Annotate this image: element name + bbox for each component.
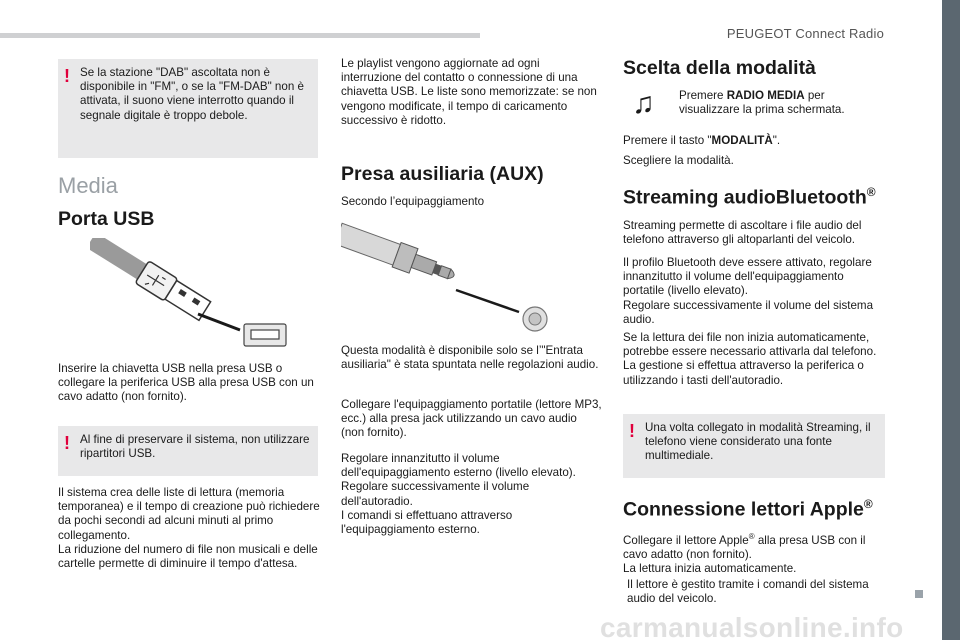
aux-equipment-note: Secondo l’equipaggiamento — [341, 195, 485, 208]
notice-usb-text: Al fine di preservare il sistema, non utilizzare ripartitori USB. — [80, 433, 310, 461]
jack-plug-illustration — [341, 218, 556, 333]
page-marker — [915, 590, 923, 598]
exclamation-icon: ! — [64, 433, 70, 453]
notice-dab-text: Se la stazione "DAB" ascoltata non è disponibile in "FM", o se la "FM-DAB" non è attivata, il suono viene interrotto quando il segnale digitale è troppo debole. — [80, 66, 304, 122]
page-header-title: PEUGEOT Connect Radio — [726, 26, 884, 41]
playlist-update-text: Le playlist vengono aggiornate ad ogni interruzione del contatto o connessione di una chiavetta USB. Le liste sono memorizzate: se non vengono modificate, il tempo di caricamento successivo è ridotto. — [341, 57, 597, 127]
usb-plug-illustration — [90, 238, 290, 348]
heading-aux: Presa ausiliaria (AUX) — [341, 163, 544, 185]
heading-apple-players: Connessione lettori Apple® — [623, 497, 873, 521]
apple-connect-text: Collegare il lettore Apple® alla presa USB con il cavo adatto (non fornito). La lettura inizia automaticamente. — [623, 532, 866, 576]
music-note-icon: ♫ — [632, 87, 655, 120]
heading-usb-port: Porta USB — [58, 208, 155, 230]
section-title-media: Media — [58, 173, 118, 198]
aux-volume-text: Regolare innanzitutto il volume dell'equipaggiamento esterno (livello elevato). Regolare successivamente il volume dell'autoradio. I comandi si effettuano attraverso l'equipaggiamento esterno. — [341, 452, 576, 537]
exclamation-icon: ! — [64, 66, 70, 86]
watermark: carmanualsonline.info — [600, 612, 904, 643]
apple-control-text: Il lettore è gestito tramite i comandi del sistema audio del veicolo. — [627, 578, 869, 606]
notice-usb — [58, 426, 318, 476]
right-sidebar-strip — [942, 0, 960, 640]
notice-bluetooth — [623, 414, 885, 478]
playlist-creation-text: Il sistema crea delle liste di lettura (memoria temporanea) e il tempo di creazione può richiedere da pochi secondi ad alcuni minuti al primo collegamento. La riduzione del numero di file non musicali e delle cartelle permette di diminuire il tempo d'attesa. — [58, 486, 320, 571]
heading-mode-selection: Scelta della modalità — [623, 57, 816, 79]
top-rule — [0, 33, 480, 38]
bt-streaming-text: Streaming permette di ascoltare i file audio del telefono attraverso gli altoparlanti del veicolo. — [623, 219, 862, 247]
mode-key-text: Premere il tasto "MODALITÀ". — [623, 134, 781, 147]
aux-connect-text: Collegare l'equipaggiamento portatile (lettore MP3, ecc.) alla presa jack utilizzando un cavo audio (non fornito). — [341, 398, 602, 440]
notice-bluetooth-text: Una volta collegato in modalità Streaming, il telefono viene considerato una fonte multimediale. — [645, 421, 871, 463]
notice-dab — [58, 59, 318, 158]
bt-profile-text: Il profilo Bluetooth deve essere attivato, regolare innanzitutto il volume dell'equipaggiamento portatile (livello elevato). Regolare successivamente il volume del sistema audio. — [623, 256, 874, 326]
aux-mode-text: Questa modalità è disponibile solo se l’"Entrata ausiliaria" è stata spuntata nelle regolazioni audio. — [341, 344, 599, 372]
exclamation-icon: ! — [629, 421, 635, 441]
heading-bluetooth-streaming: Streaming audioBluetooth® — [623, 185, 876, 209]
mode-press-text: Premere RADIO MEDIA per visualizzare la prima schermata. — [679, 89, 845, 117]
bt-playback-text: Se la lettura dei file non inizia automaticamente, potrebbe essere necessario attivarla dal telefono. La gestione si effettua attraverso la periferica o utilizzando i tasti dell'autoradio. — [623, 331, 877, 387]
usb-instruction: Inserire la chiavetta USB nella presa USB o collegare la periferica USB alla presa USB con un cavo adatto (non fornito). — [58, 362, 314, 404]
mode-choose-text: Scegliere la modalità. — [623, 154, 734, 167]
